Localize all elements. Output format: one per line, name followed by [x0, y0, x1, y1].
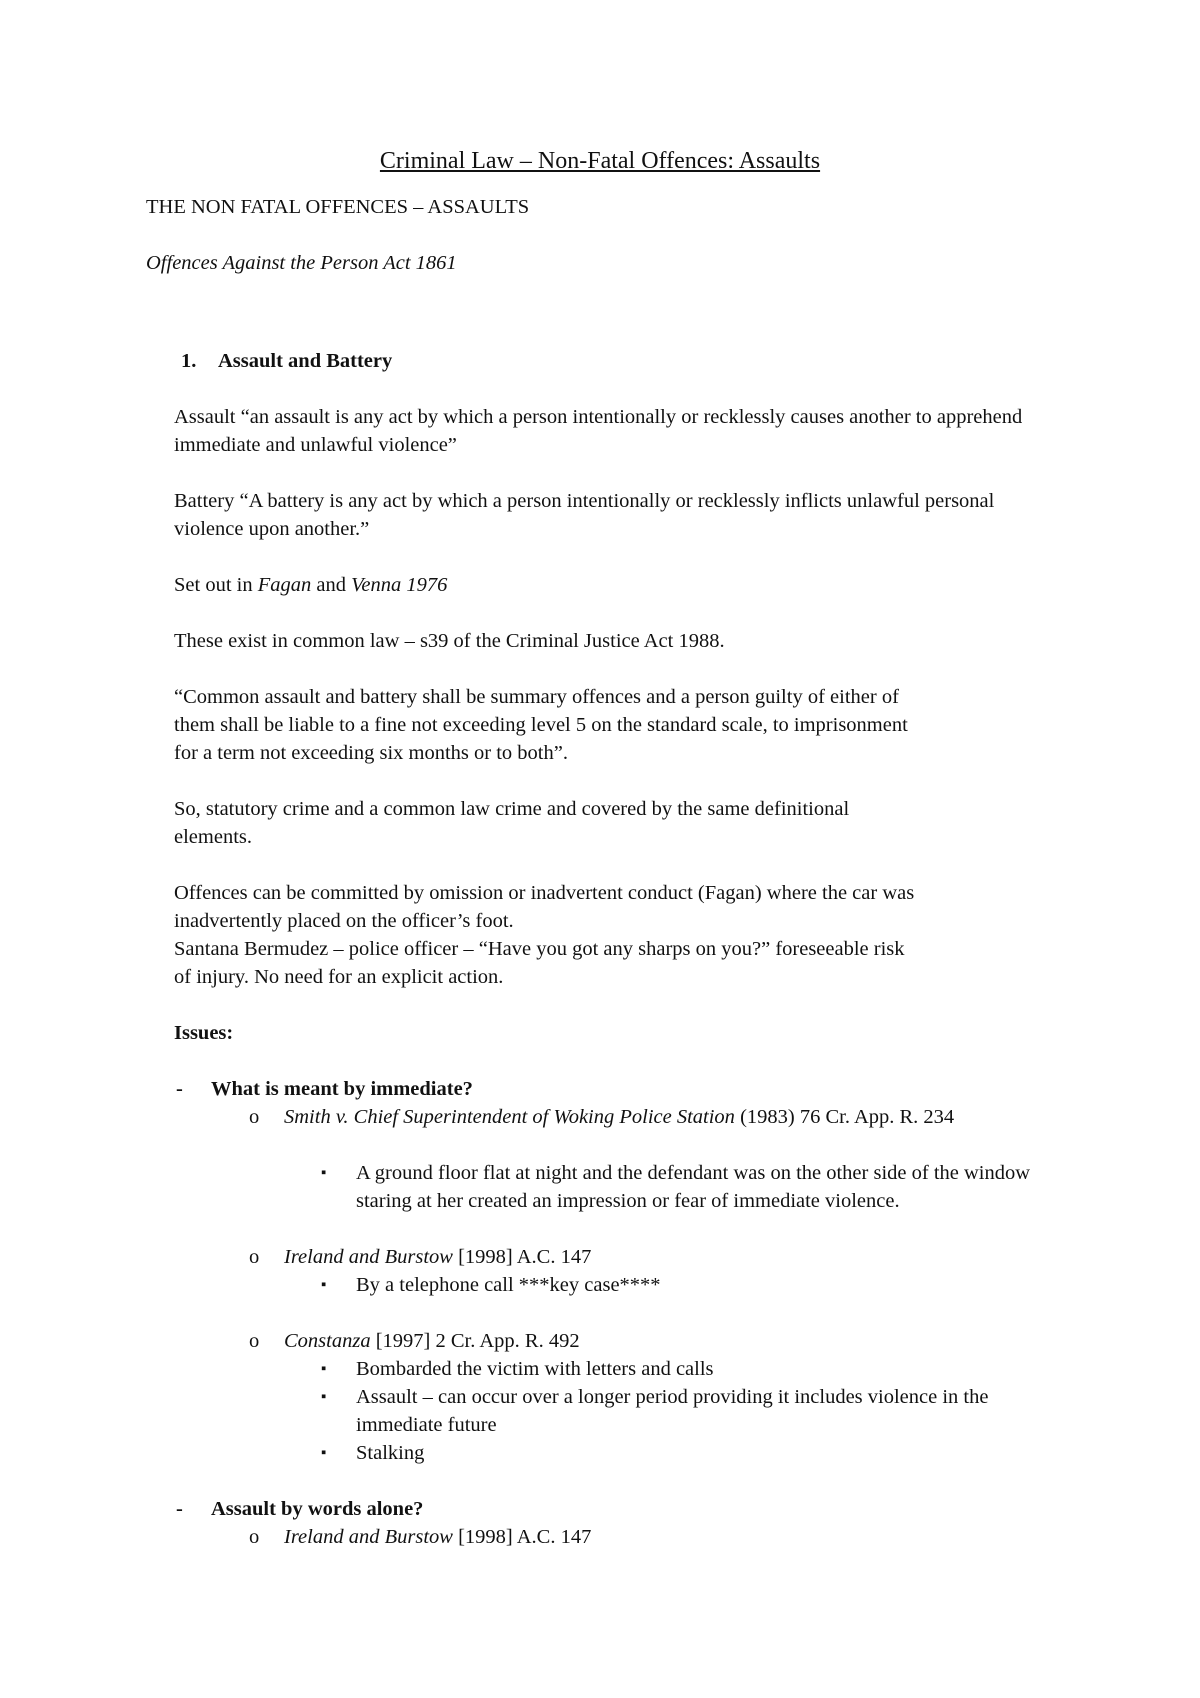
- issue-immediate-label: What is meant by immediate?: [211, 1078, 473, 1100]
- setout-line: [174, 571, 447, 599]
- quote-line: “Common assault and battery shall be summary offences and a person guilty of either of: [174, 686, 899, 708]
- page-title: Criminal Law – Non-Fatal Offences: Assaults: [379, 148, 821, 174]
- case-ireland-cite: [1998] A.C. 147: [452, 1526, 592, 1548]
- case-ireland-name: Ireland and Burstow: [284, 1526, 453, 1548]
- note-line: staring at her created an impression or fear of immediate violence.: [356, 1190, 900, 1212]
- quote-line: for a term not exceeding six months or to both”.: [174, 742, 568, 764]
- circle-bullet: o: [249, 1330, 260, 1352]
- note-line: Assault – can occur over a longer period providing it includes violence in the: [356, 1386, 989, 1408]
- omission-line: inadvertently placed on the officer’s foot.: [174, 910, 514, 932]
- assault-definition-line: immediate and unlawful violence”: [174, 434, 457, 456]
- common-law-line: These exist in common law – s39 of the Criminal Justice Act 1988.: [174, 630, 725, 652]
- section-heading: THE NON FATAL OFFENCES – ASSAULTS: [146, 196, 530, 218]
- note-line: By a telephone call ***key case****: [356, 1274, 661, 1296]
- case-constanza-name: Constanza: [284, 1330, 371, 1352]
- circle-bullet: o: [249, 1526, 260, 1548]
- omission-line: of injury. No need for an explicit action.: [174, 966, 504, 988]
- issues-label: Issues:: [174, 1022, 234, 1044]
- battery-definition-line: Battery “A battery is any act by which a person intentionally or recklessly inflicts unlawful personal: [174, 490, 995, 512]
- note-line: Stalking: [356, 1442, 425, 1464]
- case-venna: Venna 1976: [351, 574, 448, 596]
- case-ireland-cite: [1998] A.C. 147: [452, 1246, 592, 1268]
- issue-words-label: Assault by words alone?: [211, 1498, 424, 1520]
- case-ireland-words: [284, 1523, 591, 1551]
- circle-bullet: o: [249, 1246, 260, 1268]
- note-line: immediate future: [356, 1414, 497, 1436]
- case-constanza: [284, 1327, 580, 1355]
- section-label: Assault and Battery: [218, 350, 393, 372]
- dash-bullet: -: [176, 1078, 183, 1100]
- case-smith: [284, 1103, 954, 1131]
- statutory-line: So, statutory crime and a common law crime and covered by the same definitional: [174, 798, 850, 820]
- case-smith-cite: (1983) 76 Cr. App. R. 234: [734, 1106, 955, 1128]
- square-bullet: ▪: [321, 1389, 327, 1405]
- case-ireland-name: Ireland and Burstow: [284, 1246, 453, 1268]
- omission-line: Santana Bermudez – police officer – “Have you got any sharps on you?” foreseeable risk: [174, 938, 905, 960]
- section-number: 1.: [181, 350, 197, 372]
- square-bullet: ▪: [321, 1445, 327, 1461]
- square-bullet: ▪: [321, 1277, 327, 1293]
- battery-definition-line: violence upon another.”: [174, 518, 370, 540]
- case-smith-name: Smith v. Chief Superintendent of Woking Police Station: [284, 1106, 735, 1128]
- setout-prefix: Set out in: [174, 574, 258, 596]
- case-ireland: [284, 1243, 591, 1271]
- note-line: A ground floor flat at night and the defendant was on the other side of the window: [356, 1162, 1031, 1184]
- setout-mid: and: [311, 574, 352, 596]
- case-constanza-cite: [1997] 2 Cr. App. R. 492: [370, 1330, 580, 1352]
- omission-line: Offences can be committed by omission or inadvertent conduct (Fagan) where the car was: [174, 882, 915, 904]
- act-name: Offences Against the Person Act 1861: [146, 252, 457, 274]
- quote-line: them shall be liable to a fine not exceeding level 5 on the standard scale, to imprisonment: [174, 714, 908, 736]
- assault-definition-line: Assault “an assault is any act by which a person intentionally or recklessly causes another to apprehend: [174, 406, 1023, 428]
- circle-bullet: o: [249, 1106, 260, 1128]
- note-line: Bombarded the victim with letters and calls: [356, 1358, 714, 1380]
- square-bullet: ▪: [321, 1361, 327, 1377]
- statutory-line: elements.: [174, 826, 252, 848]
- square-bullet: ▪: [321, 1165, 327, 1181]
- case-fagan: Fagan: [257, 574, 312, 596]
- dash-bullet: -: [176, 1498, 183, 1520]
